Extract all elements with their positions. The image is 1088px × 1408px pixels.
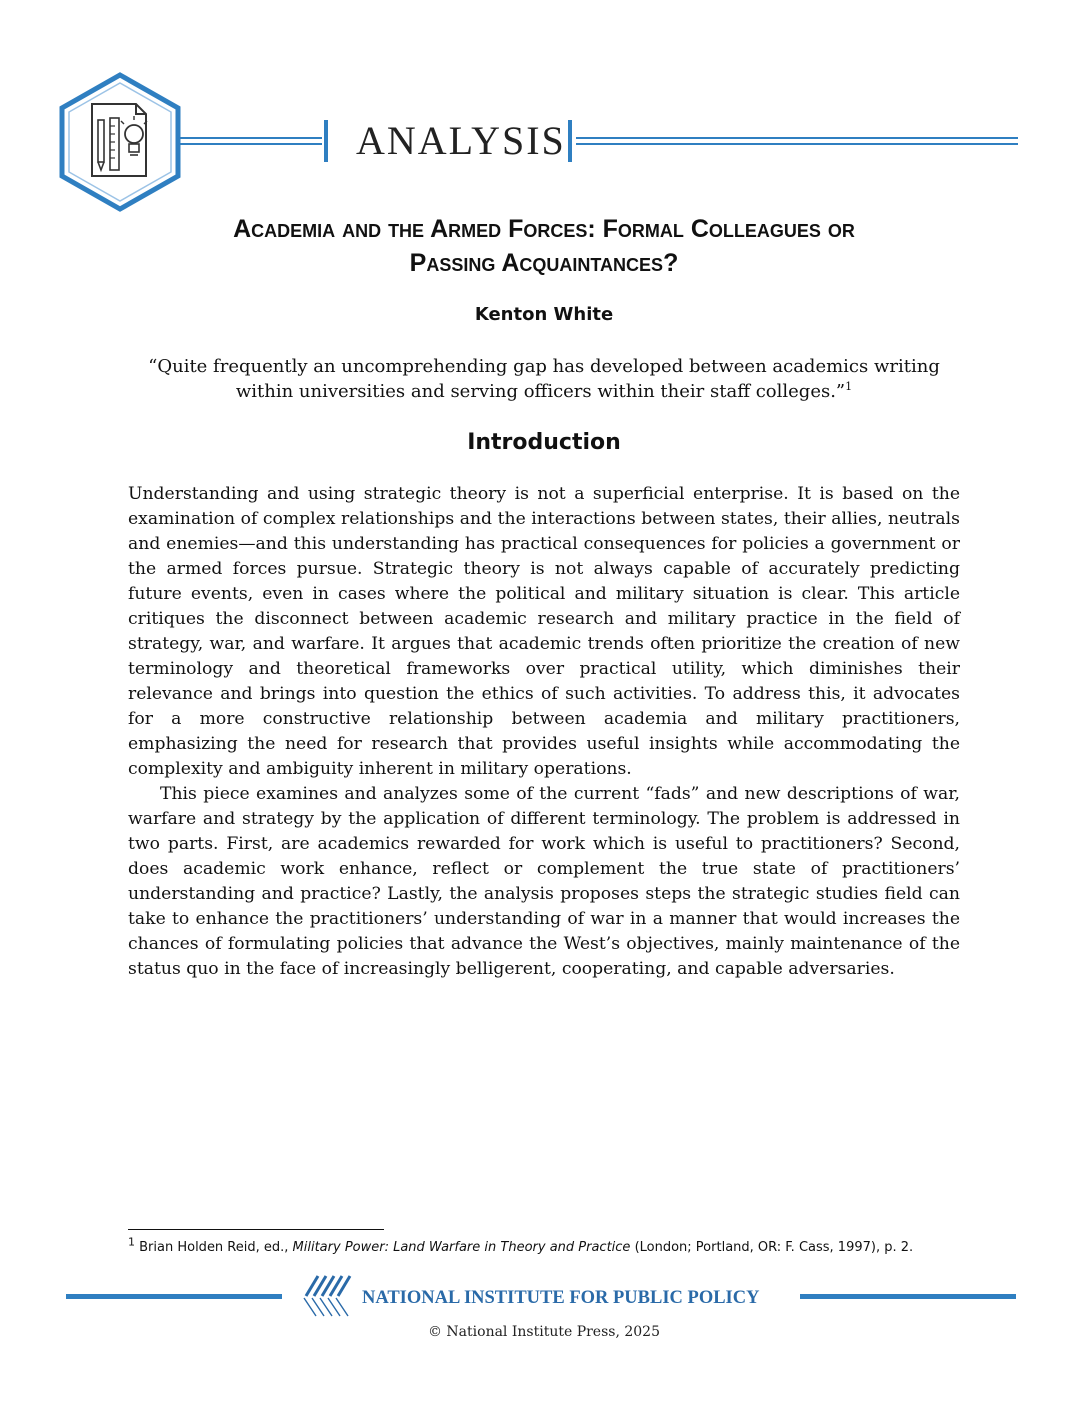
footnote-reference[interactable]: 1 bbox=[845, 380, 853, 393]
footnote-text-after: (London; Portland, OR: F. Cass, 1997), p. 2. bbox=[630, 1240, 914, 1255]
footer-rule-left bbox=[66, 1294, 282, 1299]
section-heading: Introduction bbox=[467, 430, 621, 455]
organization-name: NATIONAL INSTITUTE FOR PUBLIC POLICY bbox=[362, 1288, 760, 1308]
article-title-line-2: Passing Acquaintances? bbox=[409, 249, 679, 277]
header-rule-right-bottom bbox=[576, 143, 1018, 145]
header-rule-right-top bbox=[576, 137, 1018, 139]
footer-rule-right bbox=[800, 1294, 1016, 1299]
footnote-text-before: Brian Holden Reid, ed., bbox=[135, 1240, 293, 1255]
footnote-book-title: Military Power: Land Warfare in Theory and Practice bbox=[292, 1240, 631, 1255]
epigraph-line-1: “Quite frequently an uncomprehending gap has developed between academics writing bbox=[148, 356, 940, 377]
analysis-badge-icon bbox=[58, 72, 182, 212]
footnote-separator bbox=[128, 1229, 384, 1230]
header-rule-left-top bbox=[178, 137, 322, 139]
header-bar-left bbox=[324, 120, 328, 162]
header-bar-right bbox=[568, 120, 572, 162]
article-body bbox=[128, 482, 960, 982]
article-title-line-1: Academia and the Armed Forces: Formal Colleagues or bbox=[233, 215, 855, 243]
header-rule-left-bottom bbox=[178, 143, 322, 145]
epigraph-line-2: within universities and serving officers within their staff colleges.” bbox=[235, 381, 846, 402]
section-label: ANALYSIS bbox=[356, 118, 566, 163]
author-name: Kenton White bbox=[474, 304, 614, 325]
copyright: © National Institute Press, 2025 bbox=[427, 1324, 660, 1340]
body-paragraph-2: This piece examines and analyzes some of the current “fads” and new descriptions of war, warfare and strategy by the application of different terminology. The problem is addressed in two parts. First, are academics rewarded for work which is useful to practitioners? Second, does academic work enhance, reflect or complement the true state of practitioners’ understanding and practice? Lastly, the analysis proposes steps the strategic studies field can take to enhance the practitioners’ understanding of war in a manner that would increases the chances of formulating policies that advance the West’s objectives, mainly maintenance of the status quo in the face of increasingly belligerent, cooperating, and capable adversaries. bbox=[128, 784, 960, 979]
footnote bbox=[128, 1235, 1008, 1258]
epigraph bbox=[120, 354, 968, 404]
footnote-number: 1 bbox=[128, 1235, 135, 1249]
body-paragraph-1: Understanding and using strategic theory is not a superficial enterprise. It is based on the examination of complex relationships and the interactions between states, their allies, neutrals and enemies—and this understanding has practical consequences for policies a government or the armed forces pursue. Strategic theory is not always capable of accurately predicting future events, even in cases where the political and military situation is clear. This article critiques the disconnect between academic research and military practice in the field of strategy, war, and warfare. It argues that academic trends often prioritize the creation of new terminology and theoretical frameworks over practical utility, which diminishes their relevance and brings into question the ethics of such activities. To address this, it advocates for a more constructive relationship between academia and military practitioners, emphasizing the need for research that provides useful insights while accommodating the complexity and ambiguity inherent in military operations. bbox=[128, 484, 960, 779]
nipp-logo-icon bbox=[300, 1274, 354, 1318]
article-title bbox=[100, 212, 988, 280]
